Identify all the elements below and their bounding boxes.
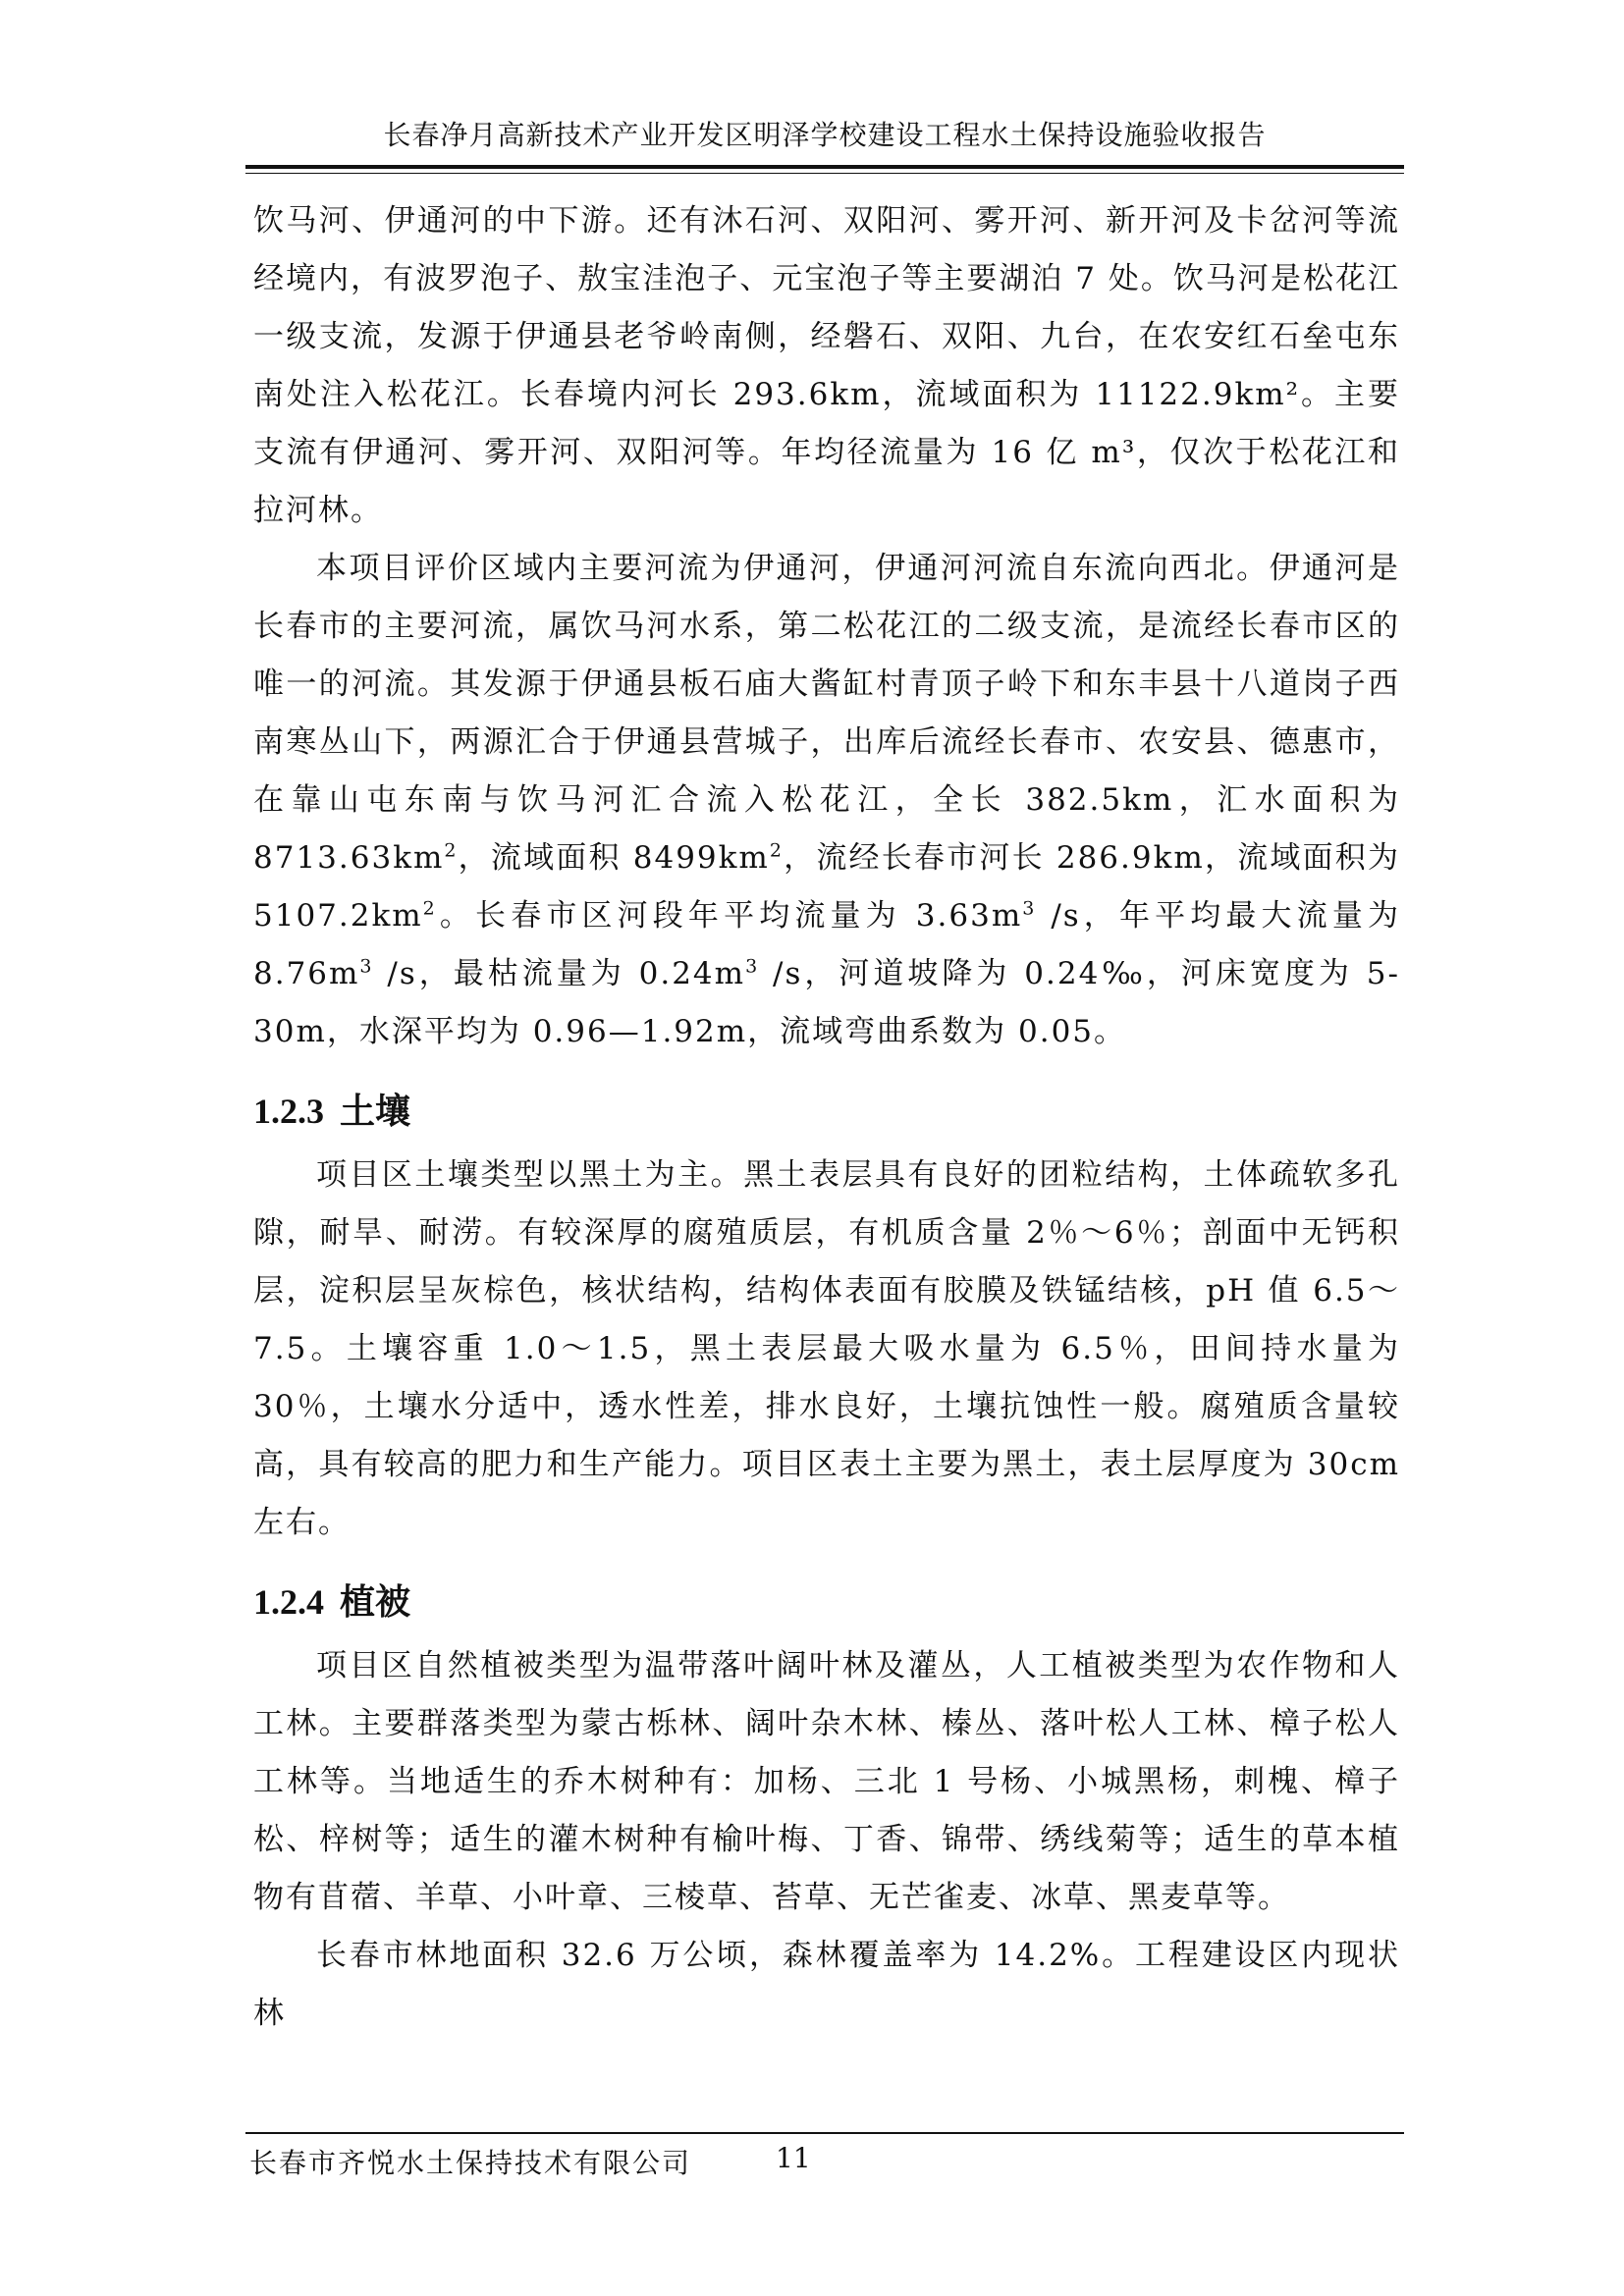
- footer-company: 长春市齐悦水土保持技术有限公司: [249, 2147, 692, 2179]
- paragraph-text: 。长春市区河段年平均流量为 3.63m: [436, 898, 1023, 934]
- page-body: [253, 192, 1412, 2043]
- superscript: 3: [1022, 897, 1037, 920]
- paragraph-text: /s，最枯流量为 0.24m: [373, 956, 746, 991]
- section-heading-vegetation: [253, 1577, 1400, 1628]
- paragraph-text: 本项目评价区域内主要河流为伊通河，伊通河河流自东流向西北。伊通河是长春市的主要河流，属饮马河水系，第二松花江的二级支流，是流经长春市区的唯一的河流。其发源于伊通县板石庙大酱缸村青顶子岭下和东丰县十八道岗子西南寒丛山下，两源汇合于伊通县营城子，出库后流经长春市、农安县、德惠市，在靠山屯东南与饮马河汇合流入松花江，全长 382.5km，汇水面积为 8713.63km: [253, 551, 1412, 876]
- paragraph-text: ，流域面积 8499km: [458, 840, 770, 876]
- footer-rule: [245, 2132, 1404, 2134]
- section-title: 植被: [340, 1582, 411, 1623]
- paragraph-text: 长春市林地面积 32.6 万公顷，森林覆盖率为 14.2%。工程建设区内现状林: [253, 1938, 1400, 2031]
- superscript: 2: [444, 839, 459, 862]
- page-number: 11: [776, 2142, 811, 2174]
- header-rule-thin: [245, 173, 1404, 174]
- paragraph-text: /s，年平均最大流量为 8.76m: [253, 898, 1412, 991]
- superscript: 3: [359, 955, 374, 978]
- page-header-title: 长春净月高新技术产业开发区明泽学校建设工程水土保持设施验收报告: [383, 119, 1267, 151]
- section-number: 1.2.4: [253, 1582, 324, 1622]
- paragraph-text: 饮马河、伊通河的中下游。还有沐石河、双阳河、雾开河、新开河及卡岔河等流经境内，有波罗泡子、敖宝洼泡子、元宝泡子等主要湖泊 7 处。饮马河是松花江一级支流，发源于伊通县老爷岭南侧，经磐石、双阳、九台，在农安红石垒屯东南处注入松花江。长春境内河长 293.6km，流域面积为 11122.9km²。主要支流有伊通河、雾开河、双阳河等。年均径流量为 16 亿 m³，仅次于松花江和拉河林。: [253, 203, 1400, 528]
- paragraph-yitong-river: [253, 540, 1412, 1061]
- paragraph-soil: [253, 1147, 1412, 1552]
- header-rule: [245, 165, 1404, 169]
- section-title: 土壤: [340, 1092, 411, 1132]
- paragraph-vegetation: [253, 1637, 1400, 1927]
- paragraph-text: ，流经长春市河长 286.9km，流域面积为 5107.2km: [253, 840, 1412, 934]
- paragraph-forest-coverage: [253, 1927, 1400, 2043]
- paragraph-text: 项目区自然植被类型为温带落叶阔叶林及灌丛，人工植被类型为农作物和人工林。主要群落类型为蒙古栎林、阔叶杂木林、榛丛、落叶松人工林、樟子松人工林等。当地适生的乔木树种有：加杨、三北 1 号杨、小城黑杨，刺槐、樟子松、梓树等；适生的灌木树种有榆叶梅、丁香、锦带、绣线菊等；适生的草本植物有苜蓿、羊草、小叶章、三棱草、苔草、无芒雀麦、冰草、黑麦草等。: [253, 1648, 1400, 1915]
- paragraph-text: /s，河道坡降为 0.24‰，河床宽度为 5-30m，水深平均为 0.96—1.92m，流域弯曲系数为 0.05。: [253, 956, 1401, 1049]
- paragraph-rivers: [253, 192, 1400, 540]
- section-heading-soil: [253, 1087, 1400, 1137]
- superscript: 2: [422, 897, 437, 920]
- section-number: 1.2.3: [253, 1092, 324, 1131]
- superscript: 2: [769, 839, 784, 862]
- paragraph-text: 项目区土壤类型以黑土为主。黑土表层具有良好的团粒结构，土体疏软多孔隙，耐旱、耐涝。有较深厚的腐殖质层，有机质含量 2％～6％；剖面中无钙积层，淀积层呈灰棕色，核状结构，结构体表面有胶膜及铁锰结核，pH 值 6.5～7.5。土壤容重 1.0～1.5，黑土表层最大吸水量为 6.5％，田间持水量为 30％，土壤水分适中，透水性差，排水良好，土壤抗蚀性一般。腐殖质含量较高，具有较高的肥力和生产能力。项目区表土主要为黑土，表土层厚度为 30cm 左右。: [253, 1157, 1412, 1540]
- superscript: 3: [745, 955, 760, 978]
